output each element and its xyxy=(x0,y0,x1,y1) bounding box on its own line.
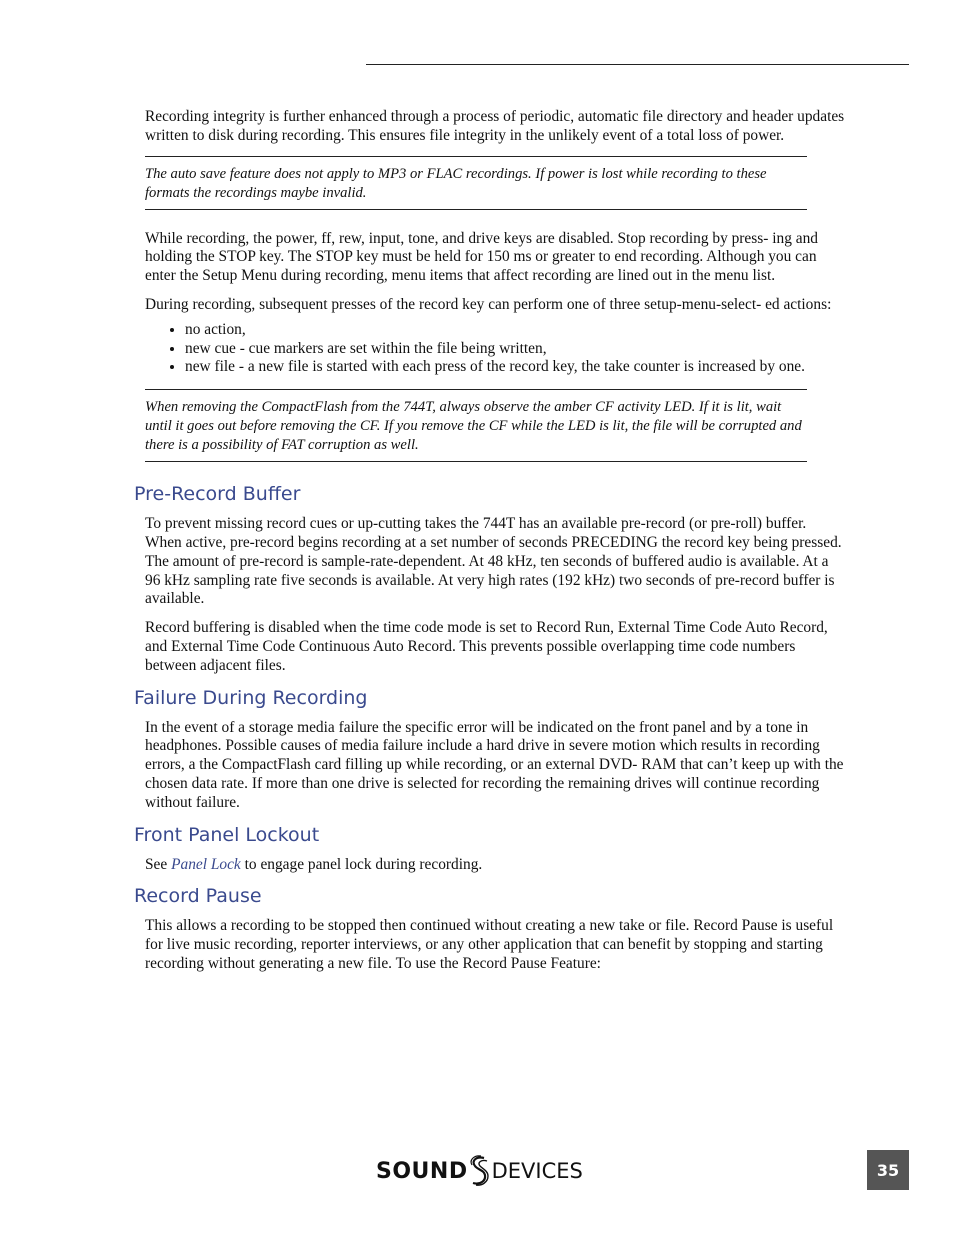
paragraph-disabled-keys: While recording, the power, ff, rew, input, tone, and drive keys are disabled. Stop recording by press- ing and holding the STOP key. The STOP key must be held for 150 ms or greater to end recording. Although you can enter the Setup Menu during recording, menu items that affect recording are lined out in the menu list. xyxy=(145,229,818,285)
list-item: • new cue - cue markers are set within the file being written, xyxy=(185,340,845,359)
paragraph-lockout xyxy=(145,856,845,875)
paragraph-pre-record-2: Record buffering is disabled when the time code mode is set to Record Run, External Time Code Auto Record, and External Time Code Continuous Auto Record. This prevents possible overlapping time code numbers between adjacent files. xyxy=(145,619,828,674)
sound-devices-logo xyxy=(376,1153,583,1189)
swirl-logo-icon xyxy=(468,1155,490,1187)
heading-front-panel-lockout: Front Panel Lockout xyxy=(134,823,320,846)
list-item: • no action, xyxy=(185,321,845,340)
heading-failure-during-recording: Failure During Recording xyxy=(134,686,368,709)
heading-pre-record-buffer: Pre-Record Buffer xyxy=(134,483,301,506)
paragraph-record-pause: This allows a recording to be stopped then continued without creating a new take or file. Record Pause is useful for live music recording, reporter interviews, or any other application that can benefit by stopping and starting recording without generating a new file. To use the Record Pause Feature: xyxy=(145,917,834,972)
note-cf-removal: When removing the CompactFlash from the 744T, always observe the amber CF activity LED. If it is lit, wait until it goes out before removing the CF. If you remove the CF while the LED is lit, the file will be corrupted and there is a possibility of FAT corruption as well. xyxy=(145,389,807,462)
heading-record-pause: Record Pause xyxy=(134,885,262,908)
page-number: 35 xyxy=(867,1150,909,1190)
record-key-action-list xyxy=(145,321,845,377)
logo-text-sound: SOUND xyxy=(376,1158,468,1184)
header-rule xyxy=(366,64,909,65)
logo-text-devices: DEVICES xyxy=(491,1159,583,1183)
paragraph-integrity: Recording integrity is further enhanced through a process of periodic, automatic file directory and header updates written to disk during recording. This ensures file integrity in the unlikely event of a total loss of power. xyxy=(145,108,845,144)
lockout-see-text: See xyxy=(145,855,168,873)
lockout-after-text: to engage panel lock during recording. xyxy=(244,855,483,873)
page-content xyxy=(134,108,845,984)
paragraph-pre-record-1: To prevent missing record cues or up-cutting takes the 744T has an available pre-record (or pre-roll) buffer. When active, pre-record begins recording at a set number of seconds PRECEDING the record key being pressed. The amount of pre-record is sample-rate-dependent. At 48 kHz, ten seconds of buffered audio is available. At a 96 kHz sampling rate five seconds is available. At very high rates (192 kHz) two seconds of pre-record buffer is available. xyxy=(145,515,842,608)
list-item: • new file - a new file is started with each press of the record key, the take counter is increased by one. xyxy=(185,358,845,377)
paragraph-record-key-actions: During recording, subsequent presses of the record key can perform one of three setup-menu-select- ed actions: xyxy=(145,295,832,313)
panel-lock-link[interactable]: Panel Lock xyxy=(171,855,241,873)
note-auto-save: The auto save feature does not apply to MP3 or FLAC recordings. If power is lost while recording to these formats the recordings maybe invalid. xyxy=(145,156,807,210)
paragraph-failure: In the event of a storage media failure the specific error will be indicated on the front panel and by a tone in headphones. Possible causes of media failure include a hard drive in severe motion which results in recording errors, a the CompactFlash card filling up while recording, or an external DVD- RAM that can’t keep up with the chosen data rate. If more than one drive is selected for recording the remaining drives will continue recording without failure. xyxy=(145,718,844,811)
